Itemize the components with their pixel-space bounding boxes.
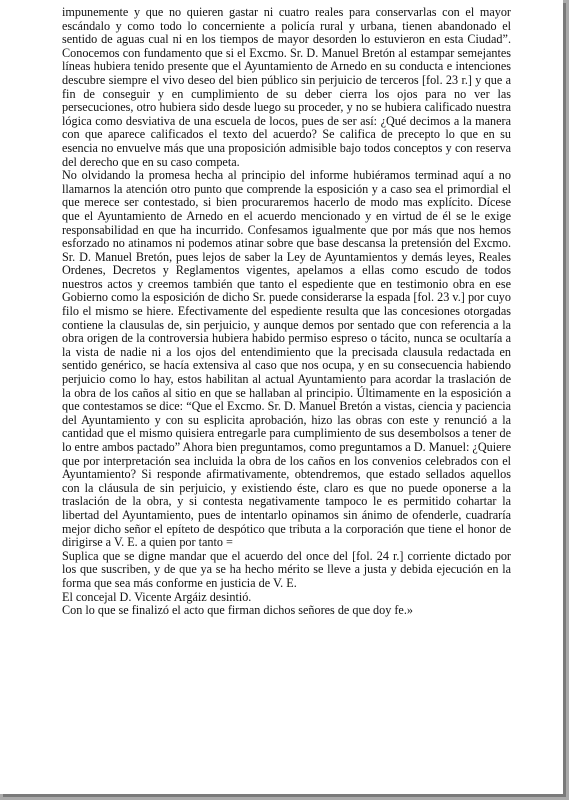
paragraph-4: El concejal D. Vicente Argáiz desintió. — [62, 589, 252, 604]
paragraph-1: impunemente y que no quieren gastar ni cuatro reales para conservarlas con el mayor escándalo y como todo lo concerniente a policía rural y urbana, tienen abandonado el sentido de aguas cual ni en los tiempos de mayor desorden lo estuvieron en esta Ciudad”. Conocemos con fundamento que si el Excmo. Sr. D. Manuel Bretón al estampar semejantes líneas hubiera tenido presente que el Ayuntamiento de Arnedo en su conducta e intenciones descubre siempre el vivo deseo del bien público sin perjuicio de terceros [fol. 23 r.] y que a fin de conseguir y en cumplimiento de su deber cierra los ojos para no ver las persecuciones, otro hubiera sido desde luego su proceder, y no se hubiera calificado nuestra lógica como desviativa de una escuela de locos, pues de ser así: ¿Qué decimos a la manera con que aparece calificados el texto del acuerdo? Se califica de precepto lo que en su esencia no envuelve más que una proposición admisible bajo todos conceptos y con reserva del derecho que en su caso competa. — [62, 5, 511, 169]
paragraph-3: Suplica que se digne mandar que el acuerdo del once del [fol. 24 r.] corriente dictado por los que suscriben, y de que ya se ha hecho mérito se lleve a justa y debida ejecución en la forma que sea más conforme en justicia de V. E. — [62, 548, 511, 590]
paragraph-2: No olvidando la promesa hecha al principio del informe hubiéramos terminad aquí a no llamarnos la atención otro punto que comprende la esposición y a caso sea el primordial el que merece ser contestado, si bien procuraremos hacerlo de modo mas explícito. Dícese que el Ayuntamiento de Arnedo en el acuerdo mencionado y en virtud de él se le exige responsabilidad en que ha incurrido. Confesamos igualmente que por más que nos hemos esforzado no atinamos ni podemos atinar sobre que base descansa la pretensión del Excmo. Sr. D. Manuel Bretón, pues lejos de saber la Ley de Ayuntamientos y demás leyes, Reales Ordenes, Decretos y Reglamentos vigentes, apelamos a ellas como escudo de todos nuestros actos y creemos también que tanto el espediente que en testimonio obra en ese Gobierno como la esposición de dicho Sr. puede considerarse la espada [fol. 23 v.] por cuyo filo el mismo se hiere. Efectivamente del espediente resulta que las concesiones otorgadas contiene la clausulas de, sin perjuicio, y aunque demos por sentado que con referencia a la obra origen de la controversia hubiera habido permiso espreso o tácito, nunca se ocultaría a la vista de nadie ni a los ojos del entendimiento que la precisada clausula redactada en sentido genérico, se hacía extensiva al caso que nos ocupa, y en su consecuencia habiendo perjuicio como lo hay, estos habilitan al actual Ayuntamiento para acordar la traslación de la obra de los caños al sitio en que se hallaban al principio. Últimamente en la esposición a que contestamos se dice: “Que el Excmo. Sr. D. Manuel Bretón a vistas, ciencia y paciencia del Ayuntamiento y con su esplicita aprobación, hizo las obras con este y renunció a la cantidad que el mismo quisiera entregarle para cumplimiento de sus desembolsos a tener de lo entre ambos pactado” Ahora bien preguntamos, como preguntamos a D. Manuel: ¿Quiere que por interpretación sea incluida la obra de los caños en los convenios celebrados con el Ayuntamiento? Si responde afirmativamente, obtendremos, que estado sellados aquellos con la cláusula de sin perjuicio, y existiendo éste, claro es que no puede oponerse a la traslación de la obra, y si contesta negativamente tampoco le es permitido cohartar la libertad del Ayuntamiento, pues de intentarlo opinamos sin ánimo de ofenderle, cuadraría mejor dicho señor el epíteto de despótico que tributa a la corporación que tiene el honor de dirigirse a V. E. a quien por tanto = — [62, 168, 511, 550]
document-body — [62, 6, 511, 618]
paragraph-5: Con lo que se finalizó el acto que firman dichos señores de que doy fe.» — [62, 603, 413, 618]
